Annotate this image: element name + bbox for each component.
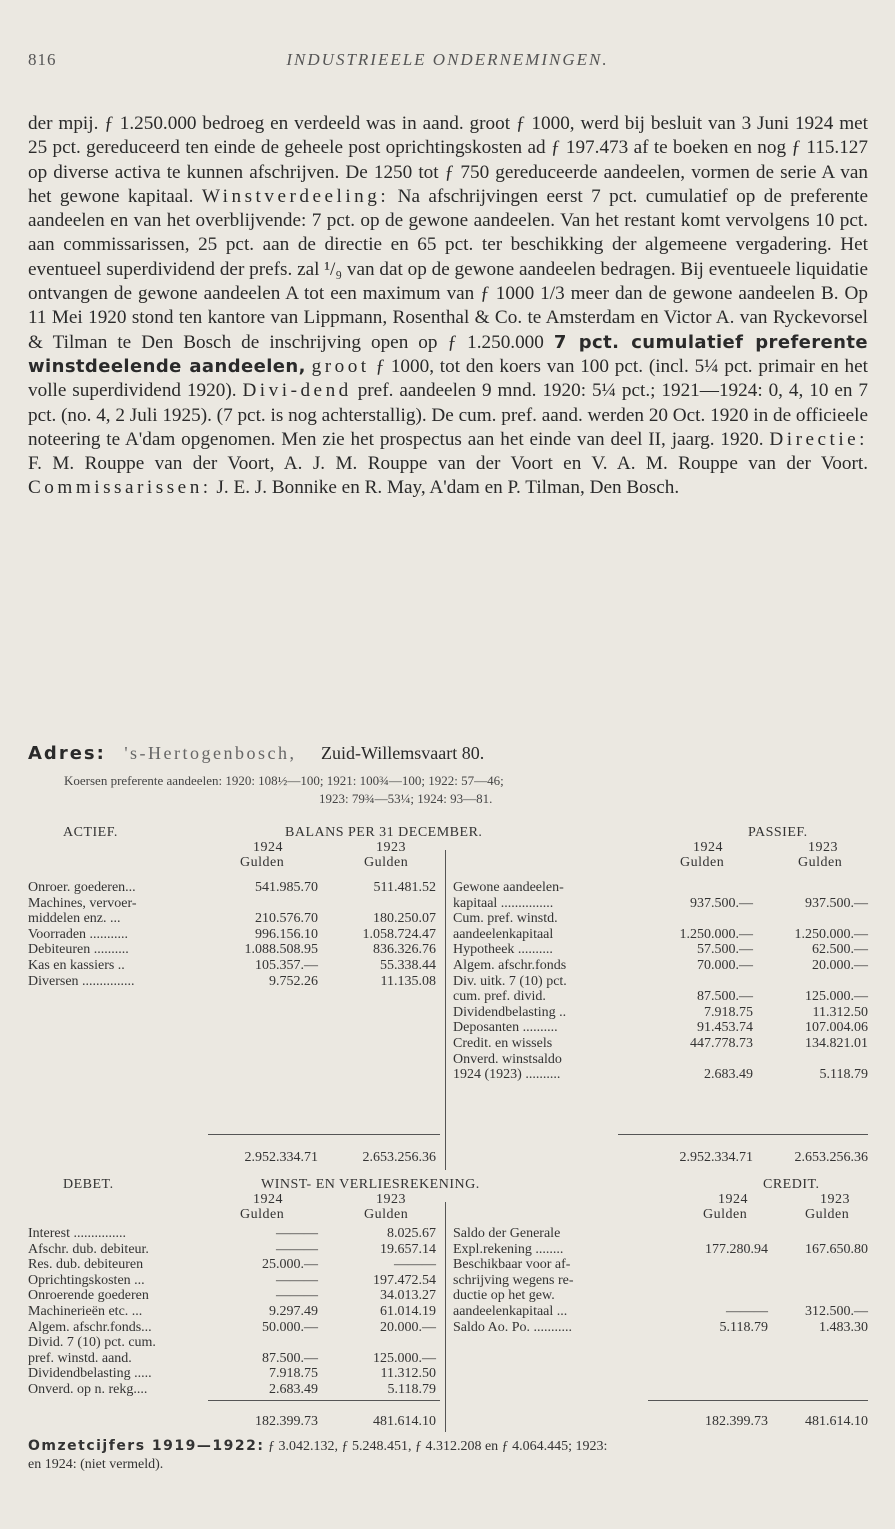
table-row — [453, 1273, 868, 1289]
total-value: 182.399.73 — [255, 1414, 318, 1429]
row-label: Onroer. goederen... — [28, 880, 136, 895]
paragraph: pref. aandeelen 9 mnd. 1920: 5¼ pct.; 1921—1924: 0, 4, 10 en 7 pct. (no. 4, 2 Juli 1925). (7 pct. is nog achterstallig). De cum. pref. aand. werden 20 Oct. 1920 in de officieele noteering te A'dam opgenomen. Men zie het prospectus aan het einde van deel II, jaarg. 1920. — [28, 380, 869, 450]
row-label: Voorraden ........... — [28, 926, 129, 942]
row-value-1923: 167.650.80 — [805, 1241, 868, 1257]
table-row — [28, 1335, 440, 1351]
row-label: middelen enz. ... — [28, 911, 121, 927]
column-divider — [445, 1202, 446, 1432]
row-value-1923: 1.250.000.— — [794, 926, 868, 942]
row-value-1924: 91.453.74 — [697, 1020, 753, 1036]
row-value-1923: 11.135.08 — [380, 973, 436, 989]
row-value-1923: 134.821.01 — [805, 1036, 868, 1051]
row-value-1924: 2.683.49 — [704, 1067, 753, 1083]
table-row — [28, 1288, 440, 1304]
row-value-1923: 34.013.27 — [380, 1288, 436, 1304]
total-value: 2.952.334.71 — [244, 1150, 318, 1165]
table-row — [453, 1304, 868, 1320]
row-value-1923: 11.312.50 — [380, 1366, 436, 1382]
year-header: 1923 — [820, 1192, 850, 1207]
row-label: Onroerende goederen — [28, 1288, 149, 1304]
row-label: Div. uitk. 7 (10) pct. — [453, 973, 567, 989]
omzet-values-2: en 1924: (niet vermeld). — [28, 1457, 164, 1472]
address-place: 's-Hertogenbosch, — [124, 743, 297, 763]
table-row — [453, 1067, 868, 1083]
row-value-1923: 11.312.50 — [812, 1004, 868, 1020]
row-value-1923: 19.657.14 — [380, 1241, 436, 1257]
table-row — [28, 974, 440, 990]
table-row — [28, 880, 440, 896]
page-header — [28, 50, 867, 74]
page-number: 816 — [28, 50, 57, 69]
row-value-1924: 1.250.000.— — [679, 926, 753, 942]
address-street: Zuid-Willemsvaart 80. — [321, 743, 485, 763]
winstverdeeling-label: Winstverdeeling: — [201, 185, 390, 207]
total-rule — [208, 1400, 440, 1401]
paragraph: J. E. J. Bonnike en R. May, A'dam en P. Tilman, Den Bosch. — [216, 477, 680, 499]
row-label: Onverd. op n. rekg.... — [28, 1382, 148, 1397]
row-value-1924: ——— — [726, 1304, 768, 1319]
paragraph: Na afschrijvingen eerst 7 pct. cumulatief op de preferente aandeelen en van het overblijvende: 7 pct. op de gewone aandeelen. Van het restant komt vervolgens 10 pct. aan commissarissen, 25 pct. aan de directie en 65 pct. ter beschikking der algemeene vergadering. Het eventueel superdividend der prefs. zal ¹/₉ van dat op de gewone aandeelen bedragen. Bij eventueele liquidatie ontvangen de gewone aandeelen A tot een maximum van ƒ 1000 1/3 meer dan de gewone aandeelen B. Op 11 Mei 1920 stond ten kantore van Lippmann, Rosenthal & Co. te Amsterdam en Victor A. van Ryckevorsel & Tilman te Den Bosch de inschrijving open op ƒ 1.250.000 — [28, 185, 869, 353]
table-row — [28, 1257, 440, 1273]
table-row — [453, 896, 868, 912]
row-label: schrijving wegens re- — [453, 1272, 574, 1288]
table-row — [453, 974, 868, 990]
row-label: Dividendbelasting ..... — [28, 1366, 152, 1382]
table-row — [453, 1320, 868, 1336]
table-row — [28, 1366, 440, 1382]
row-label: Hypotheek .......... — [453, 942, 553, 958]
koersen-note — [64, 772, 834, 808]
row-value-1924: 50.000.— — [262, 1319, 318, 1335]
table-row — [28, 896, 440, 912]
row-value-1924: ——— — [276, 1288, 318, 1304]
row-value-1924: 87.500.— — [697, 989, 753, 1005]
total-value: 2.653.256.36 — [362, 1150, 436, 1165]
row-value-1923: 20.000.— — [812, 958, 868, 973]
paragraph: ƒ 1000, tot den koers van 100 pct. (incl. 5¼ pct. primair en het volle superdividend 1920). — [28, 355, 868, 402]
row-label: Expl.rekening ........ — [453, 1241, 564, 1257]
groot-label: groot — [311, 355, 370, 377]
total-rule — [208, 1134, 440, 1135]
year-header: 1924 — [718, 1192, 748, 1207]
unit-header: Gulden — [703, 1207, 748, 1222]
unit-header: Gulden — [805, 1207, 850, 1222]
table-row — [28, 958, 440, 974]
row-label: Onverd. winstsaldo — [453, 1051, 562, 1067]
row-value-1923: 62.500.— — [812, 942, 868, 958]
table-row — [453, 911, 868, 927]
row-value-1923: 197.472.54 — [373, 1272, 436, 1288]
row-label: Afschr. dub. debiteur. — [28, 1241, 149, 1257]
balance-title: BALANS PER 31 DECEMBER. — [285, 825, 483, 840]
total-value: 182.399.73 — [705, 1414, 768, 1429]
row-value-1923: 125.000.— — [373, 1350, 436, 1366]
bold-issue-text: 7 pct. cumulatief preferente winstdeelende aandeelen, — [28, 331, 868, 377]
koersen-line-1: Koersen preferente aandeelen: 1920: 108½—100; 1921: 100¾—100; 1922: 57—46; — [64, 773, 504, 788]
row-label: Saldo der Generale — [453, 1226, 561, 1241]
row-value-1924: ——— — [276, 1241, 318, 1257]
row-value-1923: 20.000.— — [380, 1319, 436, 1335]
row-label: Oprichtingskosten ... — [28, 1272, 145, 1288]
row-value-1923: 5.118.79 — [819, 1067, 868, 1083]
table-row — [453, 1036, 868, 1052]
row-label: aandeelenkapitaal ... — [453, 1304, 568, 1319]
row-label: Machines, vervoer- — [28, 895, 137, 911]
row-label: Debiteuren .......... — [28, 942, 129, 958]
row-value-1924: 5.118.79 — [719, 1319, 768, 1335]
row-value-1923: 312.500.— — [805, 1304, 868, 1319]
table-row — [28, 1226, 440, 1242]
row-label: Deposanten .......... — [453, 1020, 558, 1036]
table-row — [28, 927, 440, 943]
row-label: ductie op het gew. — [453, 1288, 555, 1304]
table-row — [28, 942, 440, 958]
unit-header: Gulden — [798, 855, 843, 870]
omzet-values: ƒ 3.042.132, ƒ 5.248.451, ƒ 4.312.208 en ƒ 4.064.445; 1923: — [267, 1439, 608, 1454]
row-value-1924: 937.500.— — [690, 895, 753, 911]
paragraph: F. M. Rouppe van der Voort, A. J. M. Rouppe van der Voort en V. A. M. Rouppe van der Voort. — [28, 453, 868, 475]
table-row — [28, 911, 440, 927]
omzet-note — [28, 1437, 868, 1474]
row-value-1924: 996.156.10 — [255, 926, 318, 942]
address-line — [28, 743, 484, 764]
row-label: 1924 (1923) .......... — [453, 1067, 561, 1083]
row-value-1924: 1.088.508.95 — [244, 942, 318, 958]
row-value-1923: 937.500.— — [805, 895, 868, 911]
table-row — [453, 1052, 868, 1068]
table-row — [28, 1242, 440, 1258]
table-row — [453, 1020, 868, 1036]
row-label: Gewone aandeelen- — [453, 880, 564, 895]
row-value-1923: 125.000.— — [805, 989, 868, 1005]
address-label: Adres: — [28, 743, 106, 764]
unit-header: Gulden — [364, 1207, 409, 1222]
table-row — [453, 989, 868, 1005]
table-row — [28, 1351, 440, 1367]
row-value-1924: ——— — [276, 1272, 318, 1288]
profit-loss-title: WINST- EN VERLIESREKENING. — [261, 1177, 480, 1192]
row-label: Algem. afschr.fonds... — [28, 1319, 152, 1335]
row-value-1923: 1.483.30 — [819, 1319, 868, 1335]
row-value-1924: 177.280.94 — [705, 1241, 768, 1257]
passief-heading: PASSIEF. — [748, 825, 808, 840]
balance-sheet — [28, 822, 868, 1172]
table-row — [28, 1273, 440, 1289]
total-value: 481.614.10 — [373, 1414, 436, 1429]
row-label: Machinerieën etc. ... — [28, 1304, 143, 1319]
table-row — [453, 1288, 868, 1304]
directie-label: Directie: — [769, 428, 869, 450]
row-value-1923: 61.014.19 — [380, 1304, 436, 1319]
row-value-1924: 541.985.70 — [255, 880, 318, 895]
row-value-1924: 25.000.— — [262, 1257, 318, 1273]
row-value-1924: 9.297.49 — [269, 1304, 318, 1319]
unit-header: Gulden — [240, 1207, 285, 1222]
table-row — [453, 1257, 868, 1273]
row-value-1923: 836.326.76 — [373, 942, 436, 958]
total-rule — [648, 1400, 868, 1401]
running-title: INDUSTRIEELE ONDERNEMINGEN. — [286, 50, 609, 69]
debet-heading: DEBET. — [63, 1177, 114, 1192]
table-row — [28, 1304, 440, 1320]
dividend-label: Divi-dend — [242, 380, 352, 402]
row-value-1924: 447.778.73 — [690, 1036, 753, 1051]
row-label: pref. winstd. aand. — [28, 1350, 132, 1366]
year-header: 1923 — [376, 1192, 406, 1207]
row-label: Dividendbelasting .. — [453, 1004, 567, 1020]
row-label: Algem. afschr.fonds — [453, 958, 567, 973]
paragraph: der mpij. ƒ 1.250.000 bedroeg en verdeeld was in aand. groot ƒ 1000, werd bij besluit van 3 Juni 1924 met 25 pct. gereduceerd ten einde de geheele post oprichtingskosten ad ƒ 197.473 af te boeken en nog ƒ 115.127 op diverse activa te kunnen afschrijven. De 1250 tot ƒ 750 gereduceerde aandeelen, vormen de serie A van het gewone kapitaal. — [28, 113, 868, 207]
row-value-1924: 9.752.26 — [269, 973, 318, 989]
year-header: 1924 — [693, 840, 723, 855]
row-label: kapitaal ............... — [453, 895, 554, 911]
row-value-1924: 70.000.— — [697, 958, 753, 973]
table-row — [453, 1242, 868, 1258]
row-value-1923: 1.058.724.47 — [362, 926, 436, 942]
total-value: 2.653.256.36 — [794, 1150, 868, 1165]
row-label: Saldo Ao. Po. ........... — [453, 1319, 573, 1335]
row-label: Cum. pref. winstd. — [453, 911, 558, 927]
row-label: Interest ............... — [28, 1226, 126, 1241]
row-label: Kas en kassiers .. — [28, 958, 125, 973]
table-row — [453, 1005, 868, 1021]
row-label: cum. pref. divid. — [453, 989, 546, 1005]
total-value: 481.614.10 — [805, 1414, 868, 1429]
unit-header: Gulden — [680, 855, 725, 870]
table-row — [28, 1382, 440, 1398]
row-label: Diversen ............... — [28, 973, 135, 989]
body-text — [28, 112, 868, 501]
table-row — [453, 927, 868, 943]
row-value-1923: 8.025.67 — [387, 1226, 436, 1241]
row-value-1924: 87.500.— — [262, 1350, 318, 1366]
commissarissen-label: Commissarissen: — [28, 477, 212, 499]
table-row — [453, 942, 868, 958]
row-value-1923: 511.481.52 — [373, 880, 436, 895]
row-value-1924: 7.918.75 — [704, 1004, 753, 1020]
year-header: 1923 — [808, 840, 838, 855]
table-row — [453, 958, 868, 974]
row-value-1924: 2.683.49 — [269, 1382, 318, 1397]
koersen-line-2: 1923: 79¾—53¼; 1924: 93—81. — [319, 791, 493, 806]
year-header: 1923 — [376, 840, 406, 855]
row-value-1924: 210.576.70 — [255, 911, 318, 927]
row-value-1923: ——— — [394, 1257, 436, 1273]
unit-header: Gulden — [240, 855, 285, 870]
row-label: Beschikbaar voor af- — [453, 1257, 571, 1273]
row-value-1923: 5.118.79 — [387, 1382, 436, 1397]
actief-heading: ACTIEF. — [63, 825, 118, 840]
row-value-1924: 7.918.75 — [269, 1366, 318, 1382]
total-value: 2.952.334.71 — [679, 1150, 753, 1165]
row-label: Res. dub. debiteuren — [28, 1257, 144, 1273]
row-value-1924: 105.357.— — [255, 958, 318, 973]
row-value-1924: 57.500.— — [697, 942, 753, 958]
table-row — [28, 1320, 440, 1336]
row-label: aandeelenkapitaal — [453, 926, 554, 942]
year-header: 1924 — [253, 1192, 283, 1207]
row-label: Divid. 7 (10) pct. cum. — [28, 1335, 156, 1351]
row-value-1924: ——— — [276, 1226, 318, 1241]
unit-header: Gulden — [364, 855, 409, 870]
row-value-1923: 107.004.06 — [805, 1020, 868, 1036]
omzet-label: Omzetcijfers 1919—1922: — [28, 1438, 265, 1454]
row-value-1923: 180.250.07 — [373, 911, 436, 927]
row-label: Credit. en wissels — [453, 1036, 553, 1051]
table-row — [453, 880, 868, 896]
year-header: 1924 — [253, 840, 283, 855]
profit-loss-account — [28, 1174, 868, 1434]
table-row — [453, 1226, 868, 1242]
row-value-1923: 55.338.44 — [380, 958, 436, 973]
total-rule — [618, 1134, 868, 1135]
column-divider — [445, 850, 446, 1170]
credit-heading: CREDIT. — [763, 1177, 820, 1192]
